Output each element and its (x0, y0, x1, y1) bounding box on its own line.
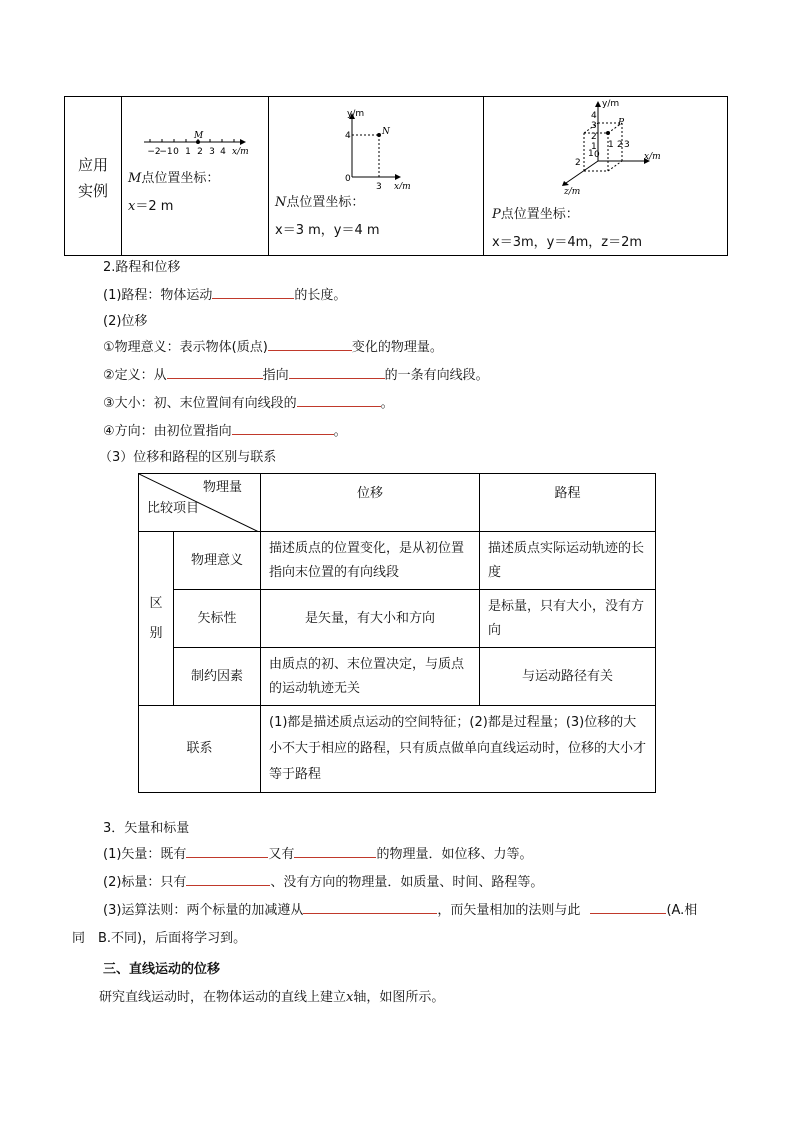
text: ④方向：由初位置指向 (103, 424, 232, 439)
m-tick-label: 1 (185, 147, 191, 157)
p-y-tick: 4 (591, 111, 597, 121)
section2-line2: (2)位移 (103, 314, 148, 329)
row-path: 是标量，只有大小，没有方向 (480, 590, 656, 648)
section2-line1 (103, 282, 346, 310)
section3-line1 (103, 841, 532, 869)
section4-line1 (99, 984, 444, 1012)
text: (2)标量：只有 (103, 875, 187, 890)
comparison-table (138, 473, 656, 793)
text: ②定义：从 (103, 368, 167, 383)
row-item: 物理意义 (174, 532, 261, 590)
text: 变化的物理量。 (351, 340, 443, 355)
fill-blank[interactable] (289, 366, 385, 379)
m-axis-label: x/m (232, 147, 249, 157)
m-tick-label: −2 (147, 147, 161, 157)
m-point-label: M (194, 131, 204, 141)
fill-blank[interactable] (297, 394, 381, 407)
p-y-tick: 2 (591, 132, 597, 142)
n-caption-text: 点位置坐标： (286, 195, 365, 210)
n-caption-point: N (275, 195, 287, 210)
row-label-line1: 应用 (78, 156, 109, 174)
m-tick-label: 2 (197, 147, 203, 157)
p-point-label: P (618, 118, 625, 128)
m-tick-label: 3 (209, 147, 215, 157)
m-tick-label: −1 (159, 147, 173, 157)
corner-bottom: 比较项目 (147, 501, 200, 516)
p-y-tick: 1 (591, 142, 597, 152)
m-tick-label: 0 (173, 147, 179, 157)
text: 的长度。 (294, 288, 347, 303)
m-caption (128, 167, 219, 186)
p-caption-text: 点位置坐标： (500, 207, 579, 222)
row-disp: 是矢量，有大小和方向 (261, 590, 480, 648)
text: 指向 (262, 368, 289, 383)
fill-blank[interactable] (212, 286, 294, 299)
n-x-tick: 3 (376, 182, 382, 189)
fill-blank[interactable] (186, 873, 270, 886)
section3-line4: 同 B.不同)，后面将学习到。 (72, 931, 247, 946)
fill-blank[interactable] (303, 901, 437, 914)
row-path: 描述质点实际运动轨迹的长度 (480, 532, 656, 590)
m-caption-text: 点位置坐标： (141, 171, 220, 186)
group-label-2: 别 (149, 625, 163, 641)
m-coord-var: x (128, 199, 136, 214)
m-example-cell (122, 97, 269, 256)
p-z-tick: 2 (575, 158, 581, 168)
text: ①物理意义：表示物体(质点) (103, 340, 268, 355)
application-table (64, 96, 728, 256)
section2-line4 (103, 362, 489, 390)
text: 轴，如图所示。 (353, 990, 445, 1005)
relation-text: (1)都是描述质点运动的空间特征；(2)都是过程量；(3)位移的大小不大于相应的路程，只有质点做单向直线运动时，位移的大小才等于路程 (261, 706, 656, 793)
corner-cell (139, 474, 261, 532)
row-disp: 描述质点的位置变化，是从初位置指向末位置的有向线段 (261, 532, 480, 590)
text: (1)路程：物体运动 (103, 288, 213, 303)
text: ③大小：初、末位置间有向线段的 (103, 396, 297, 411)
row-label-cell (65, 97, 122, 256)
text: 。 (380, 396, 394, 411)
row-item: 制约因素 (174, 648, 261, 706)
p-3d-diagram (484, 97, 728, 195)
fill-blank[interactable] (590, 901, 666, 914)
section4-heading: 三、直线运动的位移 (103, 962, 221, 977)
n-y-tick: 4 (345, 131, 351, 141)
text: 研究直线运动时，在物体运动的直线上建立 (99, 990, 347, 1005)
n-example-cell (269, 97, 484, 256)
text: (3)运算法则：两个标量的加减遵从 (103, 903, 304, 918)
section3-heading: 3．矢量和标量 (103, 821, 190, 836)
section2-line3 (103, 334, 443, 362)
section2-line5 (103, 390, 394, 418)
group-label (139, 532, 174, 706)
p-caption-point: P (492, 207, 501, 222)
n-origin: 0 (345, 174, 351, 184)
text: 的一条有向线段。 (384, 368, 489, 383)
section3-line3 (103, 897, 697, 925)
fill-blank[interactable] (232, 422, 334, 435)
fill-blank[interactable] (268, 338, 352, 351)
m-caption-point: M (128, 171, 142, 186)
row-disp: 由质点的初、末位置决定，与质点的运动轨迹无关 (261, 648, 480, 706)
p-x-axis-label: x/m (644, 152, 661, 162)
m-tick-label: 4 (220, 147, 226, 157)
fill-blank[interactable] (167, 366, 263, 379)
p-z-axis-label: z/m (564, 187, 581, 195)
col-header-displacement: 位移 (261, 474, 480, 532)
p-example-cell (484, 97, 728, 256)
p-origin: 0 (594, 150, 600, 160)
m-coord-value: ＝2 m (135, 199, 174, 214)
p-y-axis-label: y/m (602, 99, 620, 109)
p-caption (492, 203, 579, 222)
n-x-axis-label: x/m (394, 182, 411, 189)
n-coord: x＝3 m，y＝4 m (275, 223, 380, 238)
relation-label: 联系 (139, 706, 261, 793)
n-2d-diagram (269, 97, 483, 189)
text: (1)矢量：既有 (103, 847, 187, 862)
text: 的物理量．如位移、力等。 (376, 847, 533, 862)
p-y-tick: 3 (591, 121, 597, 131)
col-header-path: 路程 (480, 474, 656, 532)
text: 、没有方向的物理量．如质量、时间、路程等。 (270, 875, 544, 890)
p-coord: x＝3m，y＝4m，z＝2m (492, 235, 643, 250)
fill-blank[interactable] (294, 845, 376, 858)
row-path: 与运动路径有关 (480, 648, 656, 706)
row-label-line2: 实例 (78, 182, 109, 200)
row-item: 矢标性 (174, 590, 261, 648)
section2-heading: 2.路程和位移 (103, 260, 181, 275)
text: ，而矢量相加的法则与此 (437, 903, 581, 918)
m-coord (128, 195, 173, 214)
p-x-tick: 1 (608, 140, 614, 150)
n-point-label: N (382, 127, 390, 137)
n-y-axis-label: y/m (347, 109, 365, 119)
fill-blank[interactable] (186, 845, 268, 858)
p-x-tick: 2 (617, 140, 623, 150)
p-z-tick: 1 (588, 149, 594, 159)
x-variable: x (346, 990, 354, 1005)
m-number-line-diagram (122, 97, 268, 167)
section3-line2 (103, 869, 543, 897)
text: 又有 (268, 847, 295, 862)
n-caption (275, 191, 364, 210)
text: (A.相 (666, 903, 698, 918)
p-x-tick: 3 (624, 140, 630, 150)
section2-line6 (103, 418, 347, 446)
text: 。 (333, 424, 347, 439)
corner-top: 物理量 (202, 480, 242, 495)
group-label-1: 区 (149, 595, 163, 611)
section2-line7: （3）位移和路程的区别与联系 (99, 450, 277, 465)
